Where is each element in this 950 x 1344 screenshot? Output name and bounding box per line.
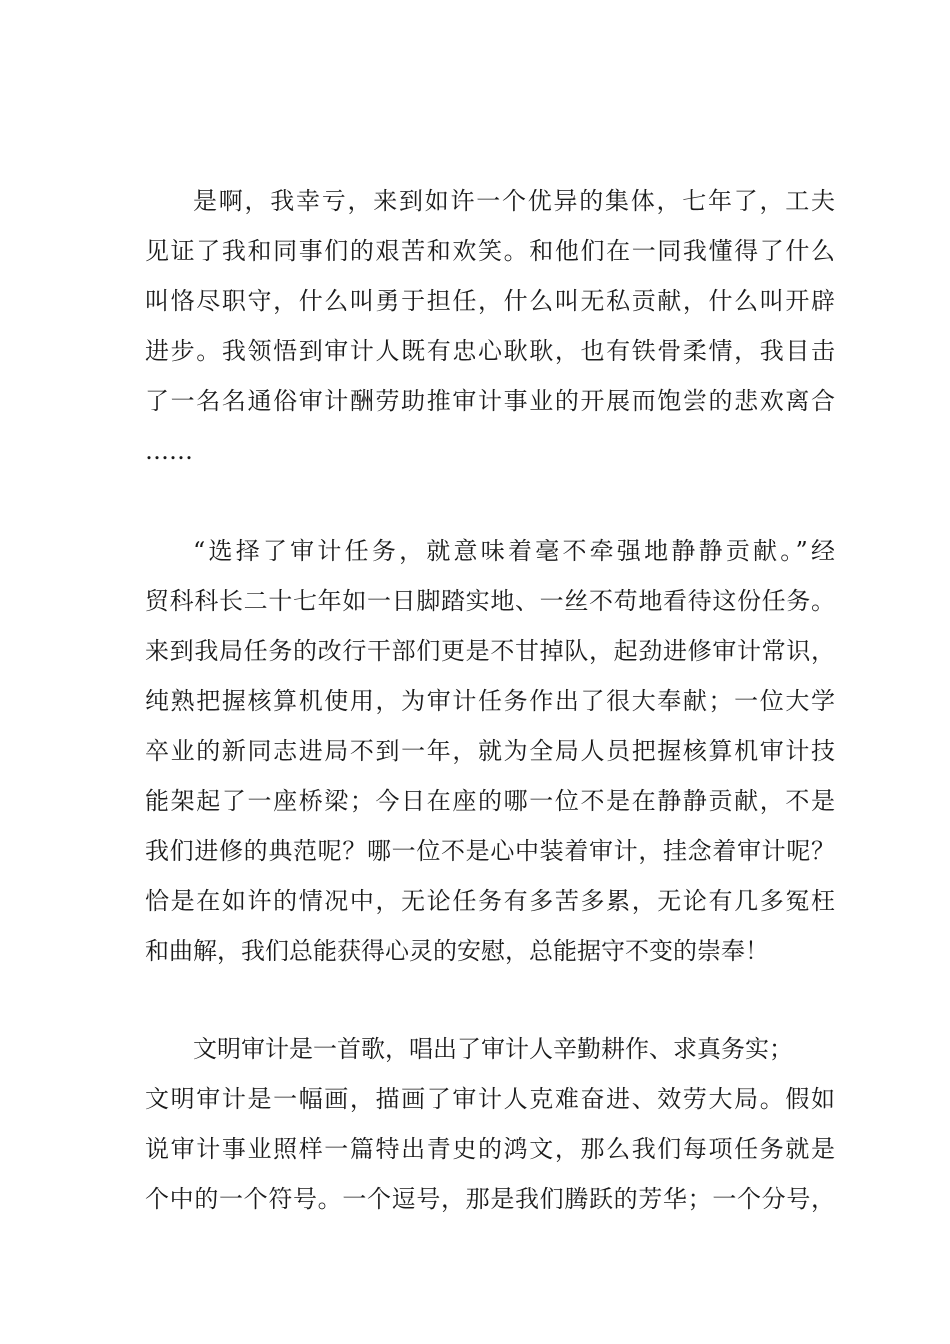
paragraph-1 <box>145 176 835 476</box>
paragraph-line: 卒业的新同志进局不到一年，就为全局人员把握核算机审计技 <box>145 737 835 765</box>
paragraph-line: 了一名名通俗审计酬劳助推审计事业的开展而饱尝的悲欢离合 <box>145 387 835 415</box>
paragraph-line: 能架起了一座桥梁；今日在座的哪一位不是在静静贡献，不是 <box>145 787 835 815</box>
paragraph-line: …… <box>145 437 193 465</box>
paragraph-line: 文明审计是一首歌，唱出了审计人辛勤耕作、求真务实； <box>193 1035 793 1063</box>
paragraph-line: “选择了审计任务，就意味着毫不牵强地静静贡献。”经 <box>193 537 835 565</box>
paragraph-line: 我们进修的典范呢？哪一位不是心中装着审计，挂念着审计呢？ <box>145 837 835 865</box>
paragraph-line: 说审计事业照样一篇特出青史的鸿文，那么我们每项任务就是 <box>145 1135 835 1163</box>
paragraph-line: 个中的一个符号。一个逗号，那是我们腾跃的芳华；一个分号， <box>145 1185 835 1213</box>
paragraph-line: 来到我局任务的改行干部们更是不甘掉队，起劲进修审计常识， <box>145 637 835 665</box>
paragraph-3 <box>145 1024 835 1224</box>
paragraph-line: 进步。我领悟到审计人既有忠心耿耿，也有铁骨柔情，我目击 <box>145 337 835 365</box>
paragraph-line: 文明审计是一幅画，描画了审计人克难奋进、效劳大局。假如 <box>145 1085 835 1113</box>
paragraph-line: 和曲解，我们总能获得心灵的安慰，总能据守不变的崇奉！ <box>145 937 769 965</box>
paragraph-line: 叫恪尽职守，什么叫勇于担任，什么叫无私贡献，什么叫开辟 <box>145 287 835 315</box>
paragraph-line: 贸科科长二十七年如一日脚踏实地、一丝不苟地看待这份任务。 <box>145 587 835 615</box>
paragraph-line: 纯熟把握核算机使用，为审计任务作出了很大奉献；一位大学 <box>145 687 835 715</box>
paragraph-line: 见证了我和同事们的艰苦和欢笑。和他们在一同我懂得了什么 <box>145 237 835 265</box>
paragraph-2 <box>145 526 835 976</box>
paragraph-line: 恰是在如许的情况中，无论任务有多苦多累，无论有几多冤枉 <box>145 887 835 915</box>
paragraph-line: 是啊，我幸亏，来到如许一个优异的集体，七年了，工夫 <box>193 187 835 215</box>
